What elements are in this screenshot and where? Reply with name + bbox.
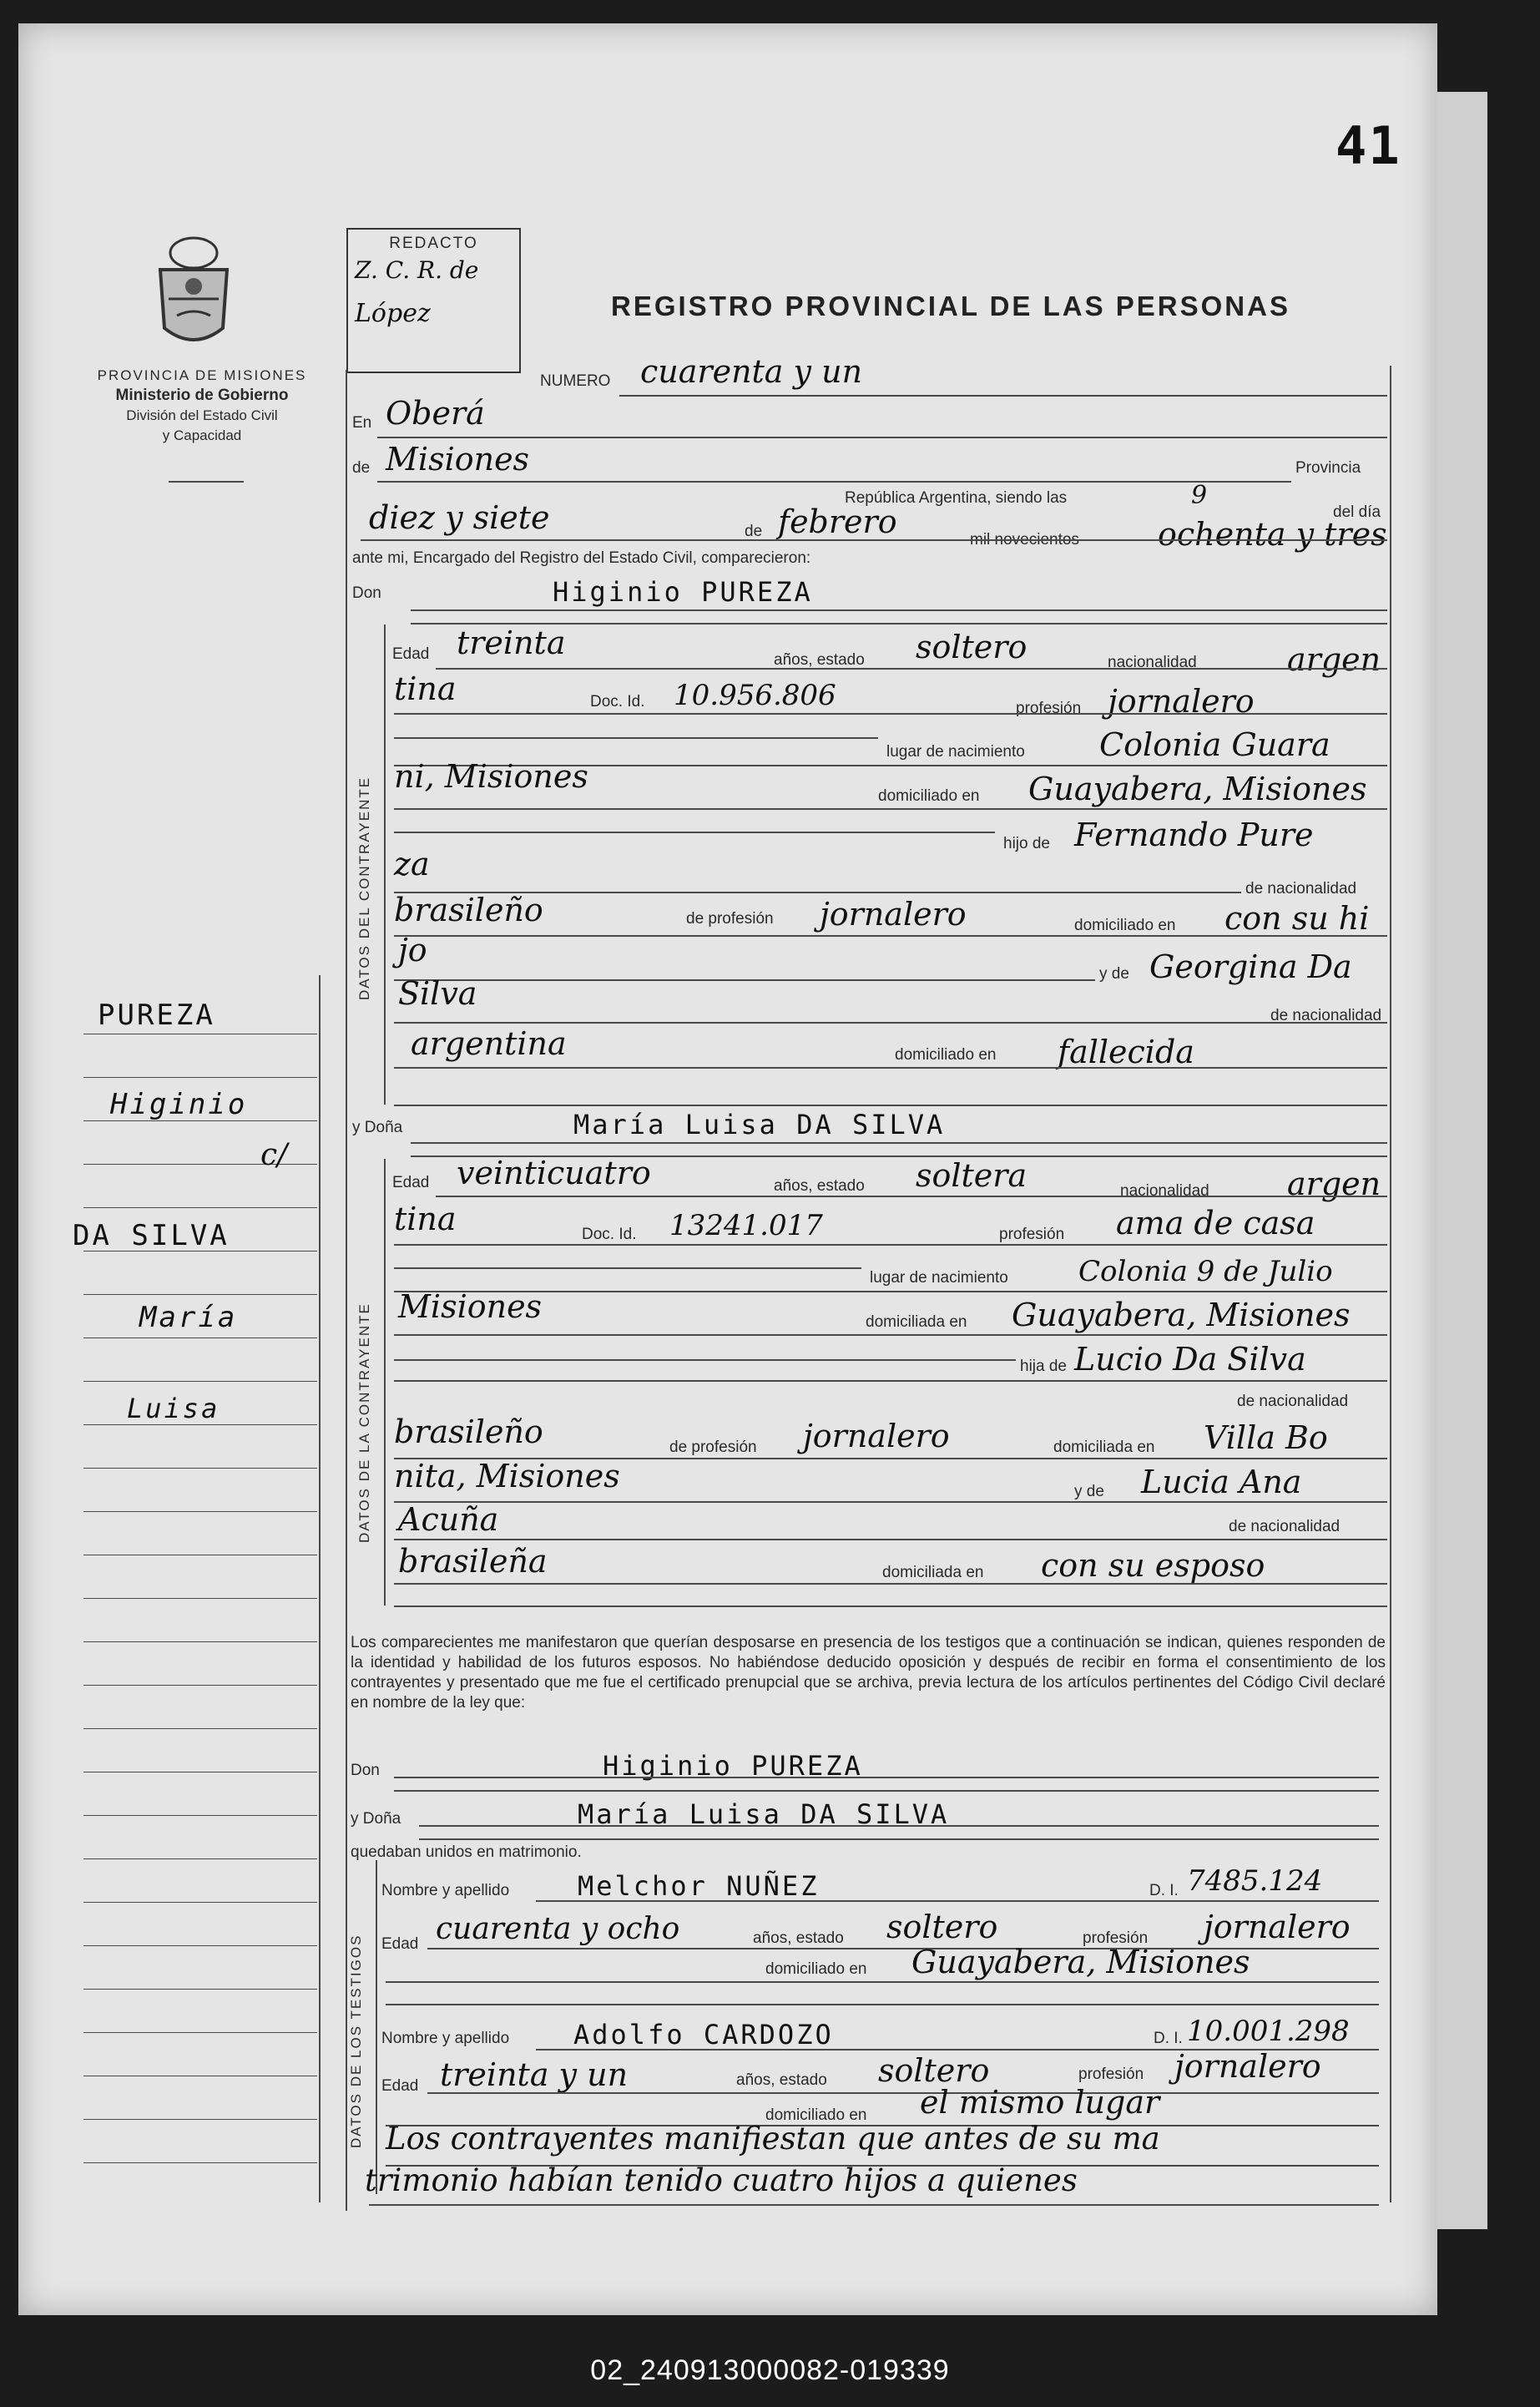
c1-lugar-label: lugar de nacimiento: [886, 743, 1025, 761]
c2-padre-dom1: Villa Bo: [1204, 1419, 1328, 1456]
rule: [369, 2204, 1379, 2206]
c1-nac1: argen: [1287, 641, 1381, 678]
margin-rule: [83, 1207, 317, 1208]
dona2-value: María Luisa DA SILVA: [578, 1798, 950, 1830]
c2-madre-dom: con su esposo: [1041, 1547, 1265, 1584]
c1-de-nac2-label: de nacionalidad: [1270, 1007, 1382, 1024]
c1-padre2: za: [394, 846, 430, 882]
margin-rule: [83, 2162, 317, 2163]
margin-rule: [83, 1511, 317, 1512]
c1-madre1: Georgina Da: [1149, 948, 1352, 985]
t1-dom-label: domiciliado en: [765, 1960, 867, 1978]
en-value: Oberá: [386, 395, 485, 432]
margin-rule: [83, 1858, 317, 1859]
c2-dom-label: domiciliada en: [866, 1313, 967, 1331]
t2-estado: soltero: [878, 2052, 990, 2089]
org-block: [77, 366, 327, 446]
c1-edad: treinta: [457, 625, 566, 661]
dona-value: María Luisa DA SILVA: [573, 1109, 946, 1140]
ante-text: ante mi, Encargado del Registro del Estado Civil, comparecieron:: [352, 549, 811, 567]
c1-hijo-label: hijo de: [1003, 835, 1050, 852]
c1-prof-label: profesión: [1016, 700, 1082, 717]
c1-lugar1: Colonia Guara: [1099, 726, 1330, 763]
form-left-border: [346, 370, 347, 2211]
rule: [394, 1359, 1016, 1361]
t1-edad: cuarenta y ocho: [436, 1912, 680, 1946]
margin-rule: [83, 1077, 317, 1078]
t2-anios-label: años, estado: [736, 2071, 827, 2089]
c1-dom: Guayabera, Misiones: [1028, 771, 1367, 807]
c1-madre-dom: fallecida: [1058, 1034, 1194, 1070]
rule: [394, 808, 1387, 810]
don2-label: Don: [351, 1762, 380, 1779]
c1-madre-dom-label: domiciliado en: [895, 1046, 997, 1064]
rule: [394, 737, 878, 739]
t2-di-label: D. I.: [1154, 2030, 1183, 2047]
rule: [394, 1291, 1387, 1292]
c2-padre-dom-label: domiciliada en: [1053, 1439, 1155, 1456]
register-page: [18, 23, 1437, 2315]
rule: [536, 1900, 1379, 1902]
c2-padre: Lucio Da Silva: [1074, 1341, 1306, 1378]
redacto-label: REDACTO: [389, 235, 478, 252]
c2-estado: soltera: [916, 1157, 1028, 1194]
provincia-label: Provincia: [1295, 459, 1361, 477]
hora-value: 9: [1191, 481, 1208, 510]
t1-dom: Guayabera, Misiones: [911, 1944, 1250, 1980]
c2-lugar2: Misiones: [398, 1288, 543, 1325]
margin-name: Higinio: [110, 1088, 248, 1121]
t2-edad-label: Edad: [381, 2077, 419, 2095]
rule: [394, 1539, 1387, 1540]
margin-rule: [83, 1989, 317, 1990]
c1-padre-dom1: con su hi: [1224, 900, 1370, 937]
t1-estado: soltero: [886, 1909, 998, 1945]
rule: [411, 609, 1387, 611]
fecha-mil-label: mil novecientos: [970, 531, 1079, 549]
rule: [394, 1583, 1387, 1585]
rule: [394, 1022, 1387, 1024]
unidos-text: quedaban unidos en matrimonio.: [351, 1843, 582, 1861]
rule: [394, 832, 995, 833]
rule: [394, 1334, 1387, 1336]
redacto-box: [346, 228, 521, 373]
page-edge: [1437, 92, 1487, 2229]
margin-name3: Luisa: [127, 1393, 220, 1424]
republica-label: República Argentina, siendo las: [845, 489, 1068, 507]
rule: [361, 539, 1387, 541]
margin-name2: María: [139, 1301, 238, 1334]
c2-nac2: tina: [394, 1201, 457, 1237]
de-label: de: [352, 459, 371, 477]
de-value: Misiones: [386, 441, 530, 478]
margin-rule: [83, 1902, 317, 1903]
margin-rule: [83, 1468, 317, 1469]
numero-value: cuarenta y un: [640, 353, 863, 390]
c2-edad: veinticuatro: [457, 1155, 651, 1191]
t1-nombre: Melchor NUÑEZ: [578, 1870, 820, 1902]
rule: [394, 979, 1095, 981]
c1-padre1: Fernando Pure: [1074, 817, 1314, 853]
org-capacity: y Capacidad: [162, 427, 242, 443]
rule: [436, 668, 1387, 670]
rule: [619, 395, 1387, 397]
c2-prof: ama de casa: [1116, 1205, 1315, 1241]
del-dia-label: del día: [1333, 503, 1381, 521]
c1-prof: jornalero: [1108, 683, 1255, 720]
margin-rule: [83, 1381, 317, 1382]
image-caption: 02_240913000082-019339: [590, 2354, 950, 2386]
c1-doc: 10.956.806: [674, 679, 836, 712]
c1-edad-label: Edad: [392, 645, 430, 663]
rule: [394, 1606, 1387, 1607]
nota-line2: trimonio habían tenido cuatro hijos a quienes: [365, 2162, 1078, 2198]
rule: [394, 1067, 1387, 1069]
rule: [377, 437, 1387, 438]
rule: [419, 1838, 1379, 1840]
c2-border: [384, 1159, 386, 1606]
t2-dom-label: domiciliado en: [765, 2106, 867, 2124]
margin-rule: [83, 1685, 317, 1686]
c2-doc: 13241.017: [669, 1209, 823, 1242]
margin-rule: [83, 2119, 317, 2120]
rule: [394, 1105, 1387, 1106]
rule: [394, 1244, 1387, 1246]
c2-lugar1: Colonia 9 de Julio: [1078, 1255, 1333, 1288]
rule: [386, 1981, 1379, 1983]
c2-de-nac2-label: de nacionalidad: [1229, 1518, 1341, 1535]
t1-anios-label: años, estado: [753, 1929, 844, 1947]
c1-padre-dom2: jo: [398, 932, 427, 968]
org-province: PROVINCIA DE MISIONES: [97, 367, 307, 383]
t1-prof: jornalero: [1204, 1909, 1351, 1945]
c2-doc-label: Doc. Id.: [582, 1226, 637, 1243]
t1-di-label: D. I.: [1149, 1882, 1179, 1899]
page-number: 41: [1336, 115, 1401, 176]
don2-value: Higinio PUREZA: [603, 1750, 863, 1782]
c2-madre2: Acuña: [398, 1501, 499, 1538]
margin-c: c/: [260, 1138, 288, 1172]
c1-padre-prof: jornalero: [820, 896, 967, 933]
c1-madre-nac: argentina: [411, 1025, 567, 1062]
redacto-text2: López: [355, 299, 431, 328]
c2-anios-label: años, estado: [774, 1177, 865, 1195]
c1-dom-label: domiciliado en: [878, 787, 980, 805]
rule: [394, 1777, 1379, 1778]
c1-y-de-label: y de: [1099, 965, 1129, 983]
margin-rule: [83, 1598, 317, 1599]
margin-rule: [83, 2032, 317, 2033]
rule: [411, 1142, 1387, 1144]
don-label: Don: [352, 584, 381, 602]
t2-edad: treinta y un: [440, 2056, 629, 2093]
t2-dom: el mismo lugar: [920, 2084, 1160, 2121]
redacto-text1: Z. C. R. de: [355, 256, 479, 284]
margin-rule: [83, 1424, 317, 1425]
page-title: REGISTRO PROVINCIAL DE LAS PERSONAS: [611, 291, 1290, 321]
c1-estado: soltero: [916, 629, 1028, 665]
rule: [436, 1196, 1387, 1197]
margin-rule: [83, 1815, 317, 1816]
c1-padre-nac: brasileño: [394, 892, 543, 928]
c1-de-prof-label: de profesión: [686, 910, 774, 928]
t2-nombre-label: Nombre y apellido: [381, 2030, 510, 2047]
c1-lugar2: ni, Misiones: [394, 758, 588, 795]
c2-padre-dom2: nita, Misiones: [394, 1458, 620, 1494]
margin-rule: [83, 1728, 317, 1729]
c1-de-nac-label: de nacionalidad: [1245, 880, 1357, 898]
t1-di: 7485.124: [1187, 1864, 1323, 1898]
coat-of-arms-icon: [144, 228, 244, 353]
rule: [394, 1790, 1379, 1792]
t2-nombre: Adolfo CARDOZO: [573, 2019, 834, 2051]
c2-prof-label: profesión: [999, 1226, 1065, 1243]
en-label: En: [352, 414, 372, 432]
rule: [377, 481, 1291, 483]
t2-prof-label: profesión: [1078, 2066, 1144, 2083]
numero-label: NUMERO: [540, 372, 611, 390]
margin-border: [319, 975, 321, 2202]
c2-nac-label: nacionalidad: [1120, 1182, 1209, 1200]
rule: [394, 713, 1387, 715]
t1-nombre-label: Nombre y apellido: [381, 1882, 510, 1899]
c2-de-prof-label: de profesión: [669, 1439, 757, 1456]
c1-nac2: tina: [394, 670, 457, 707]
rule: [427, 2092, 1379, 2094]
rule: [419, 1825, 1379, 1827]
don-value: Higinio PUREZA: [553, 576, 813, 608]
margin-rule: [83, 1641, 317, 1642]
fecha-dia: diez y siete: [369, 499, 550, 536]
c2-y-de-label: y de: [1074, 1483, 1104, 1500]
t1-edad-label: Edad: [381, 1935, 419, 1953]
margin-rule: [83, 1294, 317, 1295]
rule: [394, 1501, 1387, 1503]
c2-hija-label: hija de: [1020, 1358, 1067, 1375]
divider: [169, 481, 244, 483]
c1-side-label: DATOS DEL CONTRAYENTE: [356, 776, 372, 1000]
dona-label: y Doña: [352, 1119, 403, 1136]
c1-padre-dom-label: domiciliado en: [1074, 917, 1176, 934]
c2-madre-dom-label: domiciliada en: [882, 1564, 984, 1581]
c2-de-nac-label: de nacionalidad: [1237, 1393, 1349, 1410]
rule: [394, 1380, 1387, 1382]
form-right-border: [1390, 366, 1391, 2202]
testigos-side-label: DATOS DE LOS TESTIGOS: [348, 1934, 364, 2148]
c2-nac1: argen: [1287, 1166, 1381, 1202]
margin-surname: PUREZA: [98, 999, 215, 1032]
c2-padre-nac: brasileño: [394, 1413, 543, 1450]
org-division: División del Estado Civil: [126, 407, 278, 423]
testigos-border: [376, 1860, 377, 2194]
c1-nac-label: nacionalidad: [1108, 654, 1197, 671]
c2-dom: Guayabera, Misiones: [1012, 1297, 1351, 1333]
c2-madre-nac: brasileña: [398, 1543, 548, 1580]
c2-side-label: DATOS DE LA CONTRAYENTE: [356, 1302, 372, 1543]
t1-prof-label: profesión: [1083, 1929, 1149, 1947]
c1-border: [384, 625, 386, 1105]
c1-anios-label: años, estado: [774, 651, 865, 669]
t2-di: 10.001.298: [1187, 2015, 1350, 2048]
c2-edad-label: Edad: [392, 1174, 430, 1191]
margin-rule: [83, 1945, 317, 1946]
margin-surname2: DA SILVA: [73, 1219, 230, 1252]
fecha-mes: febrero: [778, 503, 897, 540]
c2-lugar-label: lugar de nacimiento: [870, 1269, 1008, 1287]
rule: [386, 2004, 1379, 2005]
rule: [394, 935, 1387, 937]
nota-line1: Los contrayentes manifiestan que antes de su ma: [386, 2121, 1160, 2157]
c2-madre1: Lucia Ana: [1141, 1464, 1302, 1500]
declaration-paragraph: Los comparecientes me manifestaron que querían desposarse en presencia de los testigos que a continuación se indican, quienes responden de la identidad y habilidad de los futuros esposos. No habiéndose deducido oposición y después de recibir en forma el consentimiento de los contrayentes y presentado que me fue el certificado prenupcial que se archiva, previa lectura de los artículos pertinentes del Código Civil declaré en nombre de la ley que:: [351, 1634, 1386, 1712]
org-ministry: Ministerio de Gobierno: [115, 387, 289, 404]
c1-doc-label: Doc. Id.: [590, 693, 645, 710]
fecha-anio: ochenta y tres: [1158, 516, 1387, 553]
c2-padre-prof: jornalero: [803, 1418, 950, 1454]
rule: [394, 1267, 861, 1269]
fecha-de-label: de: [745, 523, 763, 540]
t2-prof: jornalero: [1174, 2048, 1321, 2085]
c1-madre2: Silva: [398, 975, 477, 1012]
dona2-label: y Doña: [351, 1810, 401, 1828]
